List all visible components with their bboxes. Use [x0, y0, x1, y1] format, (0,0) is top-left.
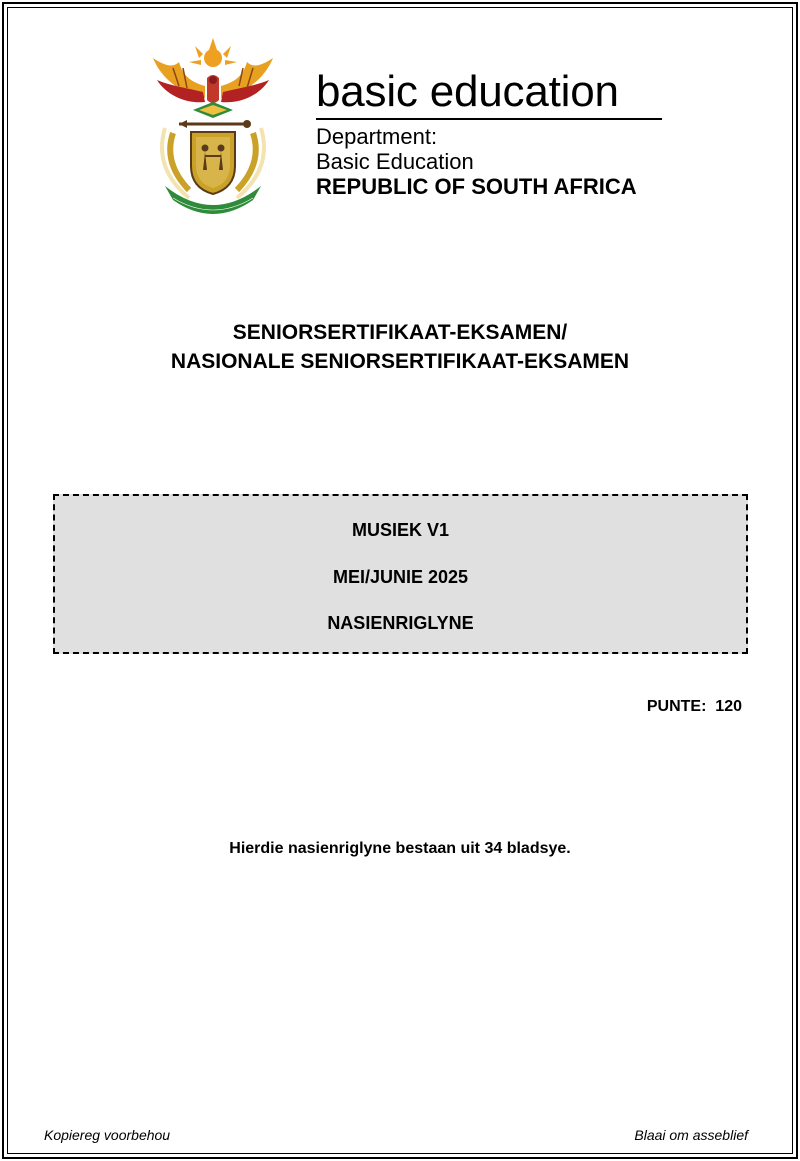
brand-title: basic education [316, 67, 619, 116]
page-count-note: Hierdie nasienriglyne bestaan uit 34 bladsye. [229, 840, 571, 857]
document-type: NASIENRIGLYNE [327, 613, 474, 633]
exam-session: MEI/JUNIE 2025 [332, 567, 469, 587]
country-name: REPUBLIC OF SOUTH AFRICA [316, 174, 637, 199]
brand-underline [316, 118, 662, 120]
exam-title-line1: SENIORSERTIFIKAAT-EKSAMEN/ [232, 321, 568, 344]
department-label: Department: [316, 124, 438, 149]
subject-box [53, 494, 748, 654]
total-marks: PUNTE: 120 [646, 698, 742, 715]
exam-title [0, 318, 800, 376]
exam-title-line2: NASIONALE SENIORSERTIFIKAAT-EKSAMEN [170, 350, 630, 373]
footer-turn-over: Blaai om asseblief [634, 1127, 748, 1143]
footer-copyright: Kopiereg voorbehou [44, 1127, 171, 1143]
subject-name: MUSIEK V1 [351, 520, 450, 540]
sun-icon [189, 38, 237, 67]
coat-of-arms-logo [143, 38, 283, 214]
shield-icon [191, 132, 235, 194]
department-name: Basic Education [316, 149, 474, 174]
